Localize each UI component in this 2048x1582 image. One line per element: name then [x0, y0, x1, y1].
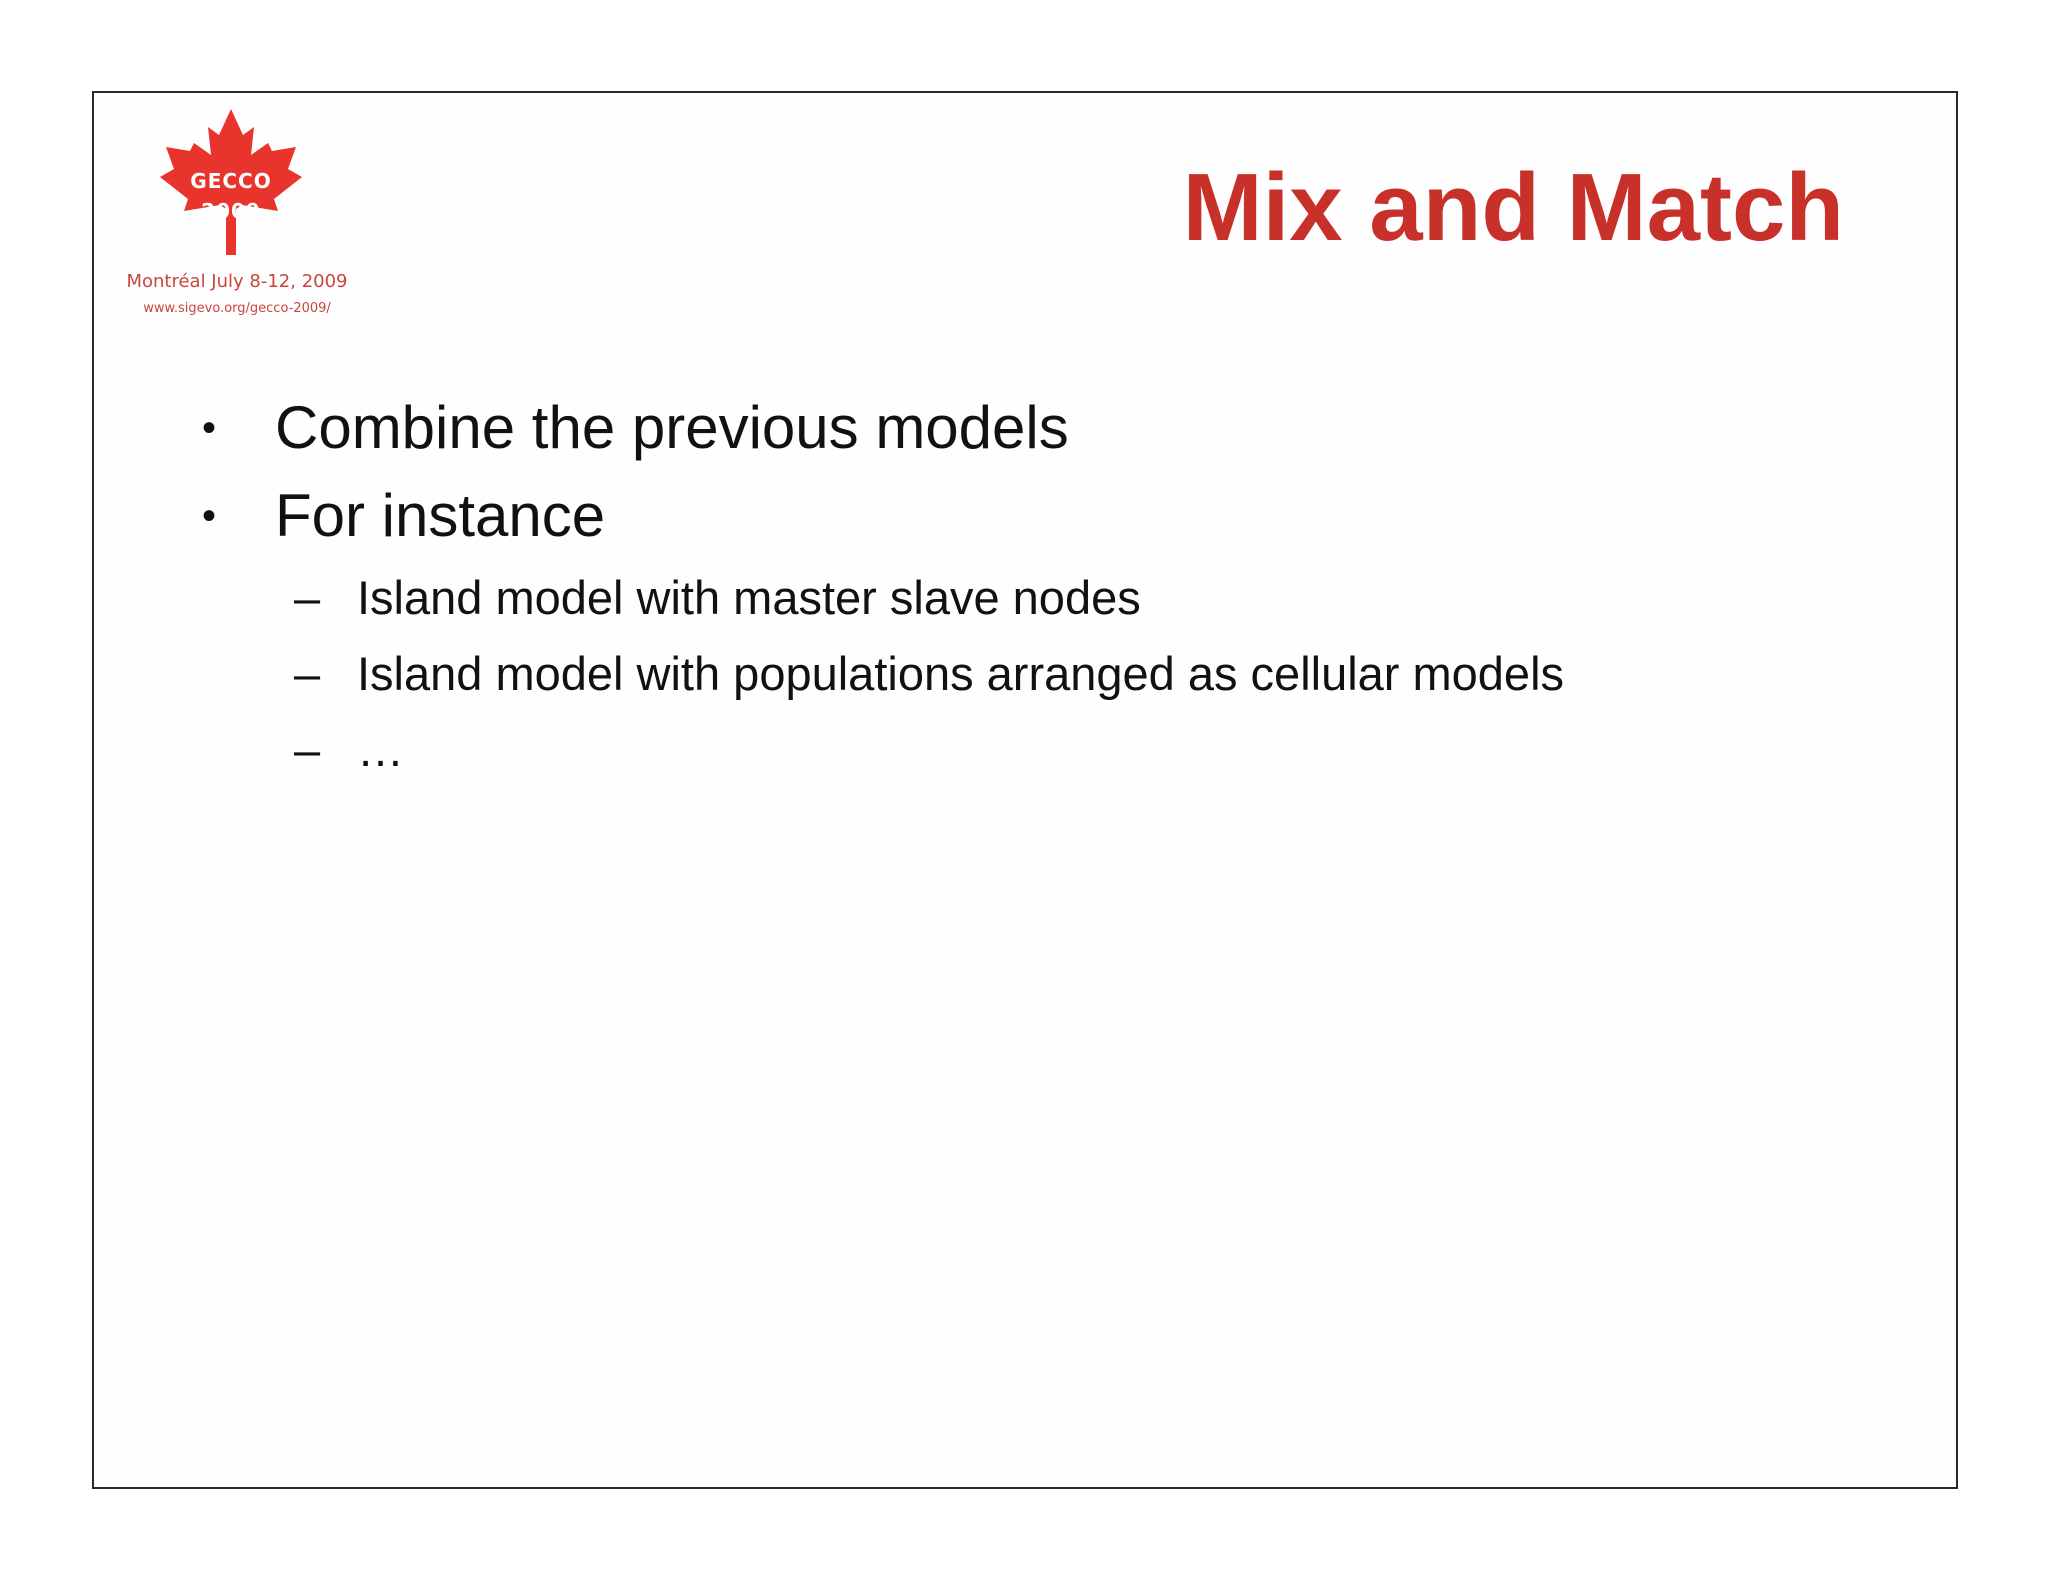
- slide-title: Mix and Match: [1182, 154, 1844, 261]
- subbullet-text: Island model with populations arranged as cellular models: [357, 647, 1565, 700]
- bullet-mark: •: [202, 406, 217, 450]
- bullet-list: [200, 384, 1900, 788]
- subbullet-item: [200, 712, 1900, 788]
- logo-line-2: 2009: [201, 199, 261, 223]
- bullet-item: [200, 384, 1900, 472]
- subbullet-mark: –: [294, 647, 321, 700]
- subbullet-text: Island model with master slave nodes: [357, 571, 1141, 624]
- logo-line-1: GECCO: [190, 169, 272, 193]
- subbullet-item: [200, 636, 1900, 712]
- bullet-item: [200, 472, 1900, 560]
- subbullet-item: [200, 560, 1900, 636]
- subbullet-mark: –: [294, 723, 321, 776]
- bullet-text: Combine the previous models: [275, 394, 1069, 461]
- bullet-mark: •: [202, 494, 217, 538]
- subbullet-text: …: [357, 723, 404, 776]
- logo-url: www.sigevo.org/gecco-2009/: [143, 301, 331, 316]
- gecco-logo: [112, 105, 362, 325]
- logo-caption: Montréal July 8-12, 2009: [126, 271, 348, 292]
- slide-frame: [92, 91, 1958, 1489]
- bullet-text: For instance: [275, 482, 606, 549]
- subbullet-mark: –: [294, 571, 321, 624]
